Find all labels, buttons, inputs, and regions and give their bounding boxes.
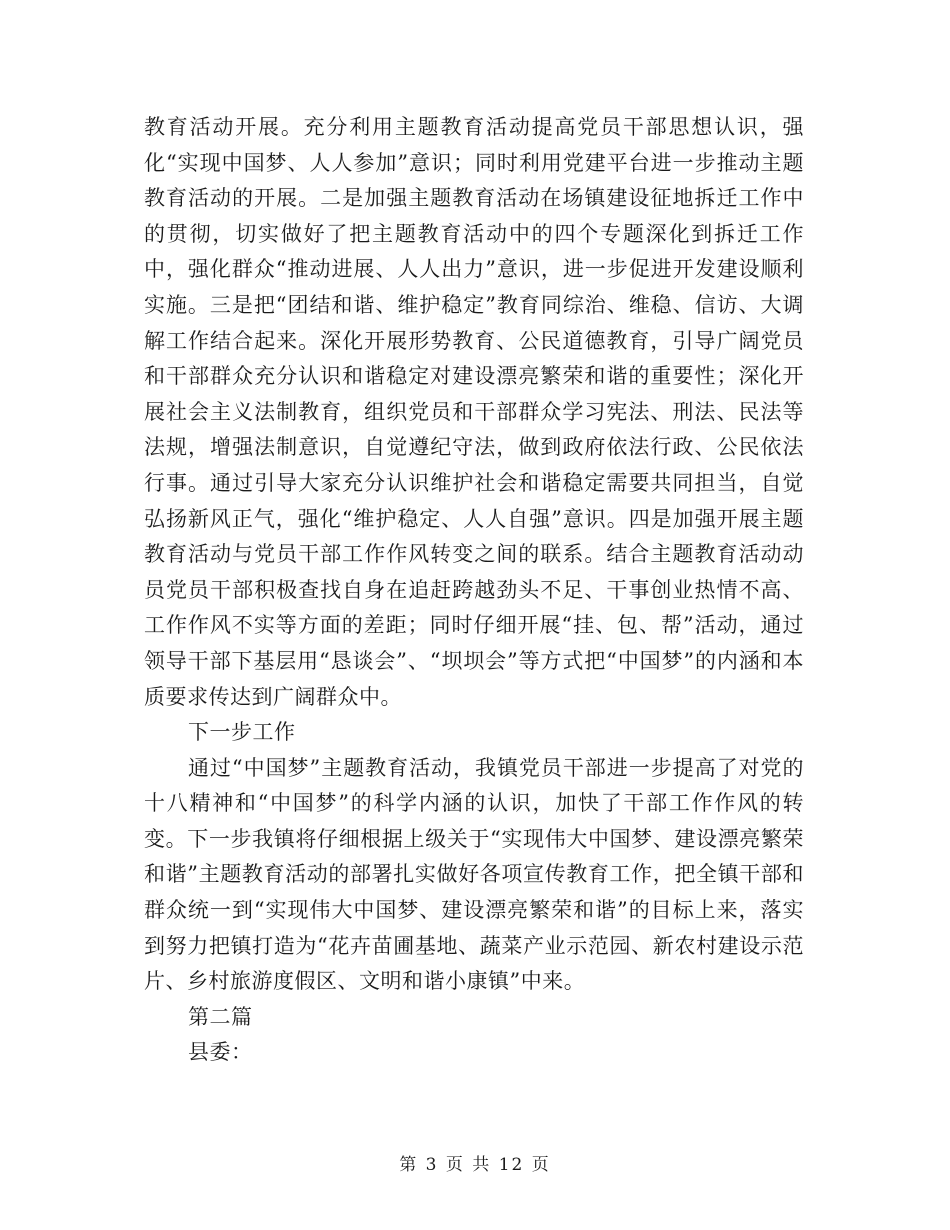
body-paragraph-1: 教育活动开展。充分利用主题教育活动提高党员干部思想认识，强化“实现中国梦、人人参加”意识；同时利用党建平台进一步推动主题教育活动的开展。二是加强主题教育活动在场镇建设征地拆迁工作中的贯彻，切实做好了把主题教育活动中的四个专题深化到拆迁工作中，强化群众“推动进展、人人出力”意识，进一步促进开发建设顺利实施。三是把“团结和谐、维护稳定”教育同综治、维稳、信访、大调解工作结合起来。深化开展形势教育、公民道德教育，引导广阔党员和干部群众充分认识和谐稳定对建设漂亮繁荣和谐的重要性；深化开展社会主义法制教育，组织党员和干部群众学习宪法、刑法、民法等法规，增强法制意识，自觉遵纪守法，做到政府依法行政、公民依法行事。通过引导大家充分认识维护社会和谐稳定需要共同担当，自觉弘扬新风正气，强化“维护稳定、人人自强”意识。四是加强开展主题教育活动与党员干部工作作风转变之间的联系。结合主题教育活动动员党员干部积极查找自身在追赶跨越劲头不足、干事创业热情不高、工作作风不实等方面的差距；同时仔细开展“挂、包、帮”活动，通过领导干部下基层用“恳谈会”、“坝坝会”等方式把“中国梦”的内涵和本质要求传达到广阔群众中。	[144, 115, 804, 709]
page-number-footer: 第 3 页 共 12 页	[399, 1155, 551, 1175]
salutation: 县委：	[188, 1040, 253, 1065]
section-heading-part-two: 第二篇	[188, 1004, 253, 1029]
section-heading-next-steps: 下一步工作	[188, 720, 296, 745]
document-body	[144, 110, 804, 1071]
body-paragraph-next-steps: 通过“中国梦”主题教育活动，我镇党员干部进一步提高了对党的十八精神和“中国梦”的科学内涵的认识，加快了干部工作作风的转变。下一步我镇将仔细根据上级关于“实现伟大中国梦、建设漂亮繁荣和谐”主题教育活动的部署扎实做好各项宣传教育工作，把全镇干部和群众统一到“实现伟大中国梦、建设漂亮繁荣和谐”的目标上来，落实到努力把镇打造为“花卉苗圃基地、蔬菜产业示范园、新农村建设示范片、乡村旅游度假区、文明和谐小康镇”中来。	[144, 755, 804, 994]
